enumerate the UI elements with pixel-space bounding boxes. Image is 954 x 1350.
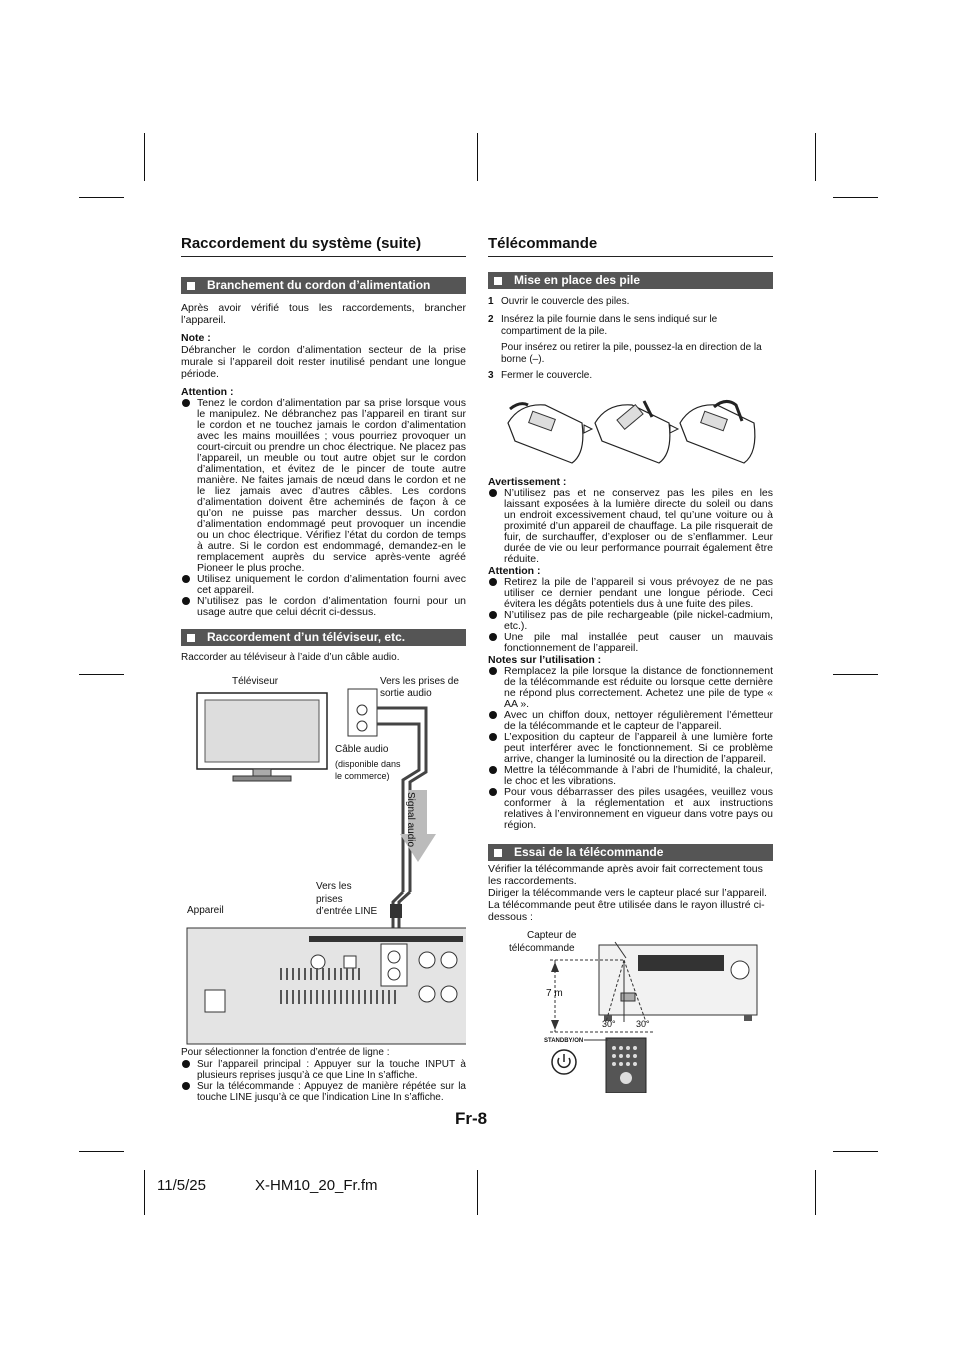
subsection-title: Essai de la télécommande <box>514 845 664 859</box>
crop-mark <box>144 1170 145 1215</box>
sensor-label: télécommande <box>509 943 575 954</box>
subsection-bar <box>488 844 773 861</box>
paragraph: Vérifier la télécommande après avoir fait correctement tous les raccordements. <box>488 863 763 887</box>
page-number: Fr-8 <box>455 1109 488 1128</box>
cable-label: Câble audio <box>335 744 389 755</box>
step-text: Ouvrir le couvercle des piles. <box>501 296 630 307</box>
list-item: Utilisez uniquement le cordon d’alimentation fourni avec cet appareil. <box>181 574 466 596</box>
steps-list <box>488 296 773 382</box>
section-title: Télécommande <box>488 235 773 257</box>
step-item <box>488 296 773 308</box>
step-text: Insérez la pile fournie dans le sens indiqué sur le compartiment de la pile. <box>501 314 718 337</box>
list-item: Mettre la télécommande à l’abri de l’humidité, la chaleur, le choc et les vibrations. <box>488 765 773 787</box>
sensor-label: Capteur de <box>527 930 577 941</box>
list-item: Une pile mal installée peut causer un mauvais fonctionnement de l’appareil. <box>488 632 773 654</box>
angle-label: 30° <box>602 1019 616 1029</box>
audio-out-label: Vers les prises de <box>380 676 459 687</box>
subsection-bar <box>181 629 466 646</box>
attention-label: Attention : <box>488 565 541 577</box>
remote-range-figure <box>488 928 773 1093</box>
cable-label: le commerce) <box>335 771 390 781</box>
audio-out-label: sortie audio <box>380 688 432 699</box>
unit-label: Appareil <box>187 905 224 916</box>
subsection-title: Mise en place des pile <box>514 273 641 287</box>
step-item <box>488 342 773 366</box>
list-item: Sur l’appareil principal : Appuyer sur la touche INPUT à plusieurs reprises jusqu’à ce que Line In s’affiche. <box>181 1059 466 1081</box>
line-in-label: d’entrée LINE <box>316 906 378 917</box>
list-item: Tenez le cordon d’alimentation par sa prise lorsque vous le manipulez. Ne débranchez pas l’appareil en tirant sur le cordon et ne touchez jamais le cordon d’alimentation avec les mains mouillées ; vous pourriez provoquer un court-circuit ou prendre un choc électrique. Ne placez pas l’appareil, un meuble ou tout autre objet sur le cordon d’alimentation, et évitez de le pincer de toute autre manière. Ne faites jamais de nœud dans le cordon et ne le liez jamais avec d’autres câbles. Les cordons d’alimentation doivent être acheminés de façon à ce qu’on ne puisse pas marcher dessus. Un cordon d’alimentation endommagé peut provoquer un incendie ou un choc électrique. Vérifiez l’état du cordon de temps à autre. Si le cordon est endommagé, demandez-en le remplacement auprès du service après-vente agréé Pioneer le plus proche. <box>181 398 466 574</box>
bullet-list <box>488 577 773 654</box>
crop-mark <box>815 133 816 181</box>
list-item: Remplacez la pile lorsque la distance de fonctionnement de la télécommande est réduite ou lorsque cette dernière ne répond plus correctement. Achetez une pile de type « AA ». <box>488 666 773 710</box>
crop-mark <box>79 674 124 675</box>
subsection-title: Raccordement d’un téléviseur, etc. <box>207 630 406 644</box>
bullet-list <box>488 488 773 565</box>
paragraph: Débrancher le cordon d’alimentation secteur de la prise murale si l’appareil doit rester inutilisé pendant une longue période. <box>181 344 466 380</box>
subsection-title: Branchement du cordon d’alimentation <box>207 278 431 292</box>
left-column-bottom <box>181 1047 466 1103</box>
bullet-list <box>181 1059 466 1103</box>
step-number: 3 <box>488 370 494 381</box>
warning-label: Avertissement : <box>488 476 567 488</box>
battery-illustration <box>500 393 780 468</box>
crop-mark <box>815 1170 816 1215</box>
line-in-label: Vers les <box>316 881 352 892</box>
paragraph: Raccorder au téléviseur à l’aide d’un câble audio. <box>181 652 400 663</box>
crop-mark <box>477 1170 478 1215</box>
signal-label: Signal audio <box>405 792 416 848</box>
notes-label: Notes sur l’utilisation : <box>488 654 602 666</box>
note-label: Note : <box>181 332 211 344</box>
crop-mark <box>833 674 878 675</box>
square-bullet-icon <box>494 849 502 857</box>
square-bullet-icon <box>494 277 502 285</box>
footer-file: X-HM10_20_Fr.fm <box>255 1177 378 1194</box>
standby-label: STANDBY/ON <box>544 1038 584 1044</box>
crop-mark <box>833 197 878 198</box>
list-item: Retirez la pile de l’appareil si vous prévoyez de ne pas utiliser ce dernier pendant une longue période. Ceci évitera les dégâts potentiels dus à une fuite des piles. <box>488 577 773 610</box>
right-column <box>488 235 773 382</box>
paragraph: Diriger la télécommande vers le capteur placé sur l’appareil. La télécommande peut être utilisée dans le rayon illustré ci-dessous : <box>488 887 767 923</box>
square-bullet-icon <box>187 634 195 642</box>
step-text: Fermer le couvercle. <box>501 370 593 381</box>
list-item: Avec un chiffon doux, nettoyer régulièrement l’émetteur de la télécommande et le capteur de l’appareil. <box>488 710 773 732</box>
angle-label: 30° <box>636 1019 650 1029</box>
step-item <box>488 314 773 338</box>
list-item: N’utilisez pas et ne conservez pas les piles en les laissant exposées à la lumière directe du soleil ou dans un endroit excessivement chaud, tel qu’une voiture ou à proximité d’un appareil de chauffage. La pile risquerait de fuir, de surchauffer, d’exploser ou de s’enflammer. Leur durée de vie ou leur performance pourrait également être réduite. <box>488 488 773 565</box>
crop-mark <box>144 133 145 181</box>
list-item: Pour vous débarrasser des piles usagées, veuillez vous conformer à la réglementation et aux instructions relatives à l’environnement en vigueur dans votre pays ou région. <box>488 787 773 831</box>
subsection-bar <box>181 277 466 294</box>
footer-date: 11/5/25 <box>157 1177 206 1194</box>
subsection-bar <box>488 272 773 289</box>
line-in-label: prises <box>316 894 343 905</box>
left-column <box>181 235 466 664</box>
bullet-list <box>488 666 773 831</box>
crop-mark <box>79 1151 124 1152</box>
tv-label: Téléviseur <box>232 676 279 687</box>
cable-label: (disponible dans <box>335 759 401 769</box>
square-bullet-icon <box>187 282 195 290</box>
step-item <box>488 370 773 382</box>
crop-mark <box>477 133 478 181</box>
attention-label: Attention : <box>181 386 234 398</box>
connection-diagram <box>181 672 466 1048</box>
paragraph: Pour sélectionner la fonction d’entrée de ligne : <box>181 1047 390 1058</box>
list-item: N’utilisez pas de pile rechargeable (pile nickel-cadmium, etc.). <box>488 610 773 632</box>
distance-label: 7 m <box>546 988 563 999</box>
list-item: N’utilisez pas le cordon d’alimentation fourni pour un usage autre que celui décrit ci-dessus. <box>181 596 466 618</box>
crop-mark <box>833 1151 878 1152</box>
paragraph: Après avoir vérifié tous les raccordements, brancher l’appareil. <box>181 302 466 326</box>
list-item: Sur la télécommande : Appuyez de manière répétée sur la touche LINE jusqu’à ce que l’indication Line In s’affiche. <box>181 1081 466 1103</box>
step-text: Pour insérez ou retirer la pile, poussez-la en direction de la borne (–). <box>501 342 762 365</box>
crop-mark <box>79 197 124 198</box>
step-number: 1 <box>488 296 494 307</box>
tv-connection-figure <box>181 672 466 1048</box>
section-title: Raccordement du système (suite) <box>181 235 466 257</box>
right-column-warnings <box>488 476 773 923</box>
step-number: 2 <box>488 314 494 325</box>
bullet-list <box>181 398 466 618</box>
list-item: L’exposition du capteur de l’appareil à une lumière forte peut interférer avec le fonctionnement. Si ce problème arrive, changer la luminosité ou la direction de l’appareil. <box>488 732 773 765</box>
